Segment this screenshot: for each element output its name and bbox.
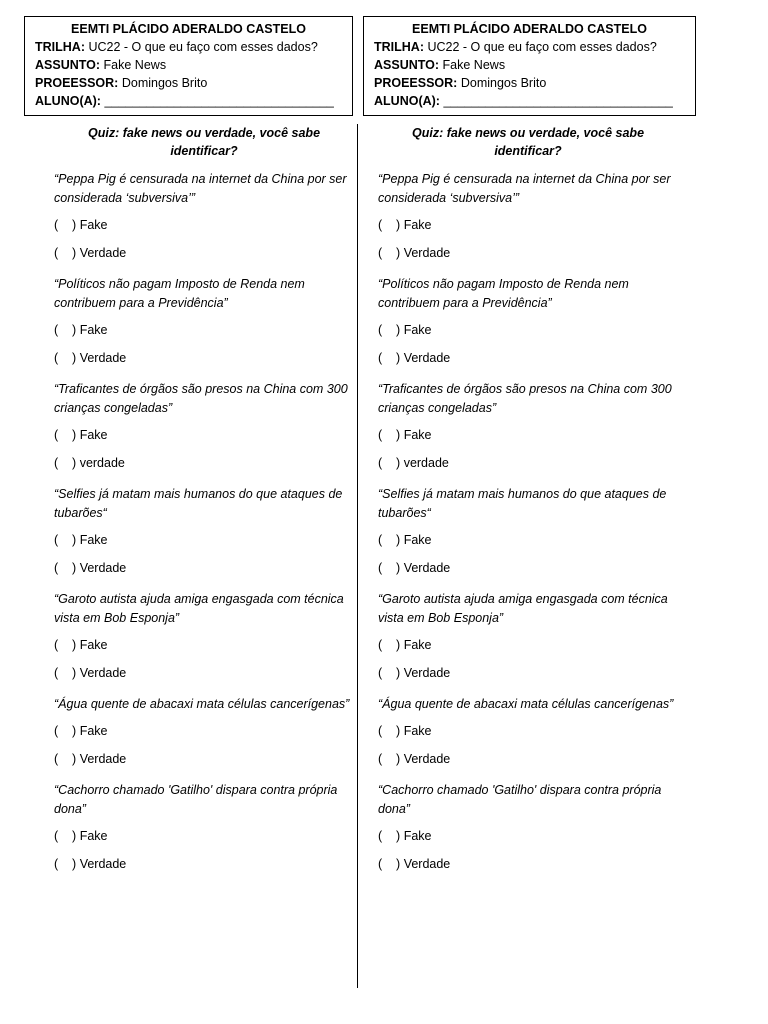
question-block [378,590,678,682]
question-block [378,275,678,367]
option-verdade[interactable]: ( ) Verdade [378,666,451,680]
question-block [54,275,354,367]
header-box-left [24,16,353,116]
option-verdade[interactable]: ( ) Verdade [378,351,451,365]
question-text: “Cachorro chamado 'Gatilho' dispara contra própria dona” [54,783,338,816]
option-verdade[interactable]: ( ) Verdade [378,857,451,871]
question-text: “Peppa Pig é censurada na internet da China por ser considerada ‘subversiva’” [54,172,347,205]
question-block [54,781,354,873]
option-verdade[interactable]: ( ) Verdade [54,246,127,260]
quiz-title: Quiz: fake news ou verdade, você sabe identificar? [411,126,645,158]
school-name: EEMTI PLÁCIDO ADERALDO CASTELO [412,22,647,36]
question-block [378,380,678,472]
question-text: “Selfies já matam mais humanos do que ataques de tubarões“ [54,487,343,520]
assunto-line: ASSUNTO: Fake News [374,58,506,72]
question-text: “Selfies já matam mais humanos do que ataques de tubarões“ [378,487,667,520]
option-fake[interactable]: ( ) Fake [378,428,432,442]
option-fake[interactable]: ( ) Fake [378,638,432,652]
question-text: “Traficantes de órgãos são presos na China com 300 crianças congeladas” [378,382,672,415]
option-fake[interactable]: ( ) Fake [378,829,432,843]
option-verdade[interactable]: ( ) Verdade [54,351,127,365]
question-block [378,695,678,768]
option-verdade[interactable]: ( ) Verdade [378,246,451,260]
option-verdade[interactable]: ( ) Verdade [54,666,127,680]
aluno-line[interactable]: ALUNO(A): _________________________________ [374,94,673,108]
question-block [54,170,354,262]
option-fake[interactable]: ( ) Fake [378,724,432,738]
header-box-right [363,16,696,116]
question-block [378,781,678,873]
question-block [378,170,678,262]
option-verdade[interactable]: ( ) Verdade [54,752,127,766]
question-text: “Água quente de abacaxi mata células cancerígenas” [378,697,674,711]
trilha-line: TRILHA: UC22 - O que eu faço com esses dados? [35,40,318,54]
aluno-line[interactable]: ALUNO(A): _________________________________ [35,94,334,108]
assunto-line: ASSUNTO: Fake News [35,58,167,72]
question-block [378,485,678,577]
question-block [54,695,354,768]
option-fake[interactable]: ( ) Fake [378,533,432,547]
question-text: “Peppa Pig é censurada na internet da China por ser considerada ‘subversiva’” [378,172,671,205]
option-verdade[interactable]: ( ) verdade [54,456,125,470]
question-text: “Políticos não pagam Imposto de Renda nem contribuem para a Previdência” [54,277,305,310]
option-verdade[interactable]: ( ) Verdade [378,561,451,575]
professor-line: PROEESSOR: Domingos Brito [35,76,208,90]
option-verdade[interactable]: ( ) Verdade [54,561,127,575]
question-text: “Água quente de abacaxi mata células cancerígenas” [54,697,350,711]
option-fake[interactable]: ( ) Fake [54,218,108,232]
question-text: “Políticos não pagam Imposto de Renda nem contribuem para a Previdência” [378,277,629,310]
option-fake[interactable]: ( ) Fake [54,428,108,442]
question-text: “Cachorro chamado 'Gatilho' dispara contra própria dona” [378,783,662,816]
question-block [54,485,354,577]
quiz-column-right [378,124,678,886]
option-verdade[interactable]: ( ) Verdade [378,752,451,766]
option-fake[interactable]: ( ) Fake [378,218,432,232]
question-block [54,380,354,472]
quiz-column-left [54,124,354,886]
professor-line: PROEESSOR: Domingos Brito [374,76,547,90]
question-text: “Garoto autista ajuda amiga engasgada com técnica vista em Bob Esponja” [378,592,668,625]
trilha-line: TRILHA: UC22 - O que eu faço com esses dados? [374,40,657,54]
option-fake[interactable]: ( ) Fake [54,638,108,652]
option-fake[interactable]: ( ) Fake [54,724,108,738]
option-fake[interactable]: ( ) Fake [54,533,108,547]
option-verdade[interactable]: ( ) Verdade [54,857,127,871]
option-verdade[interactable]: ( ) verdade [378,456,449,470]
option-fake[interactable]: ( ) Fake [54,829,108,843]
question-text: “Traficantes de órgãos são presos na China com 300 crianças congeladas” [54,382,348,415]
option-fake[interactable]: ( ) Fake [378,323,432,337]
quiz-title: Quiz: fake news ou verdade, você sabe identificar? [87,126,321,158]
column-divider [357,124,358,988]
option-fake[interactable]: ( ) Fake [54,323,108,337]
question-text: “Garoto autista ajuda amiga engasgada com técnica vista em Bob Esponja” [54,592,344,625]
school-name: EEMTI PLÁCIDO ADERALDO CASTELO [71,22,306,36]
question-block [54,590,354,682]
